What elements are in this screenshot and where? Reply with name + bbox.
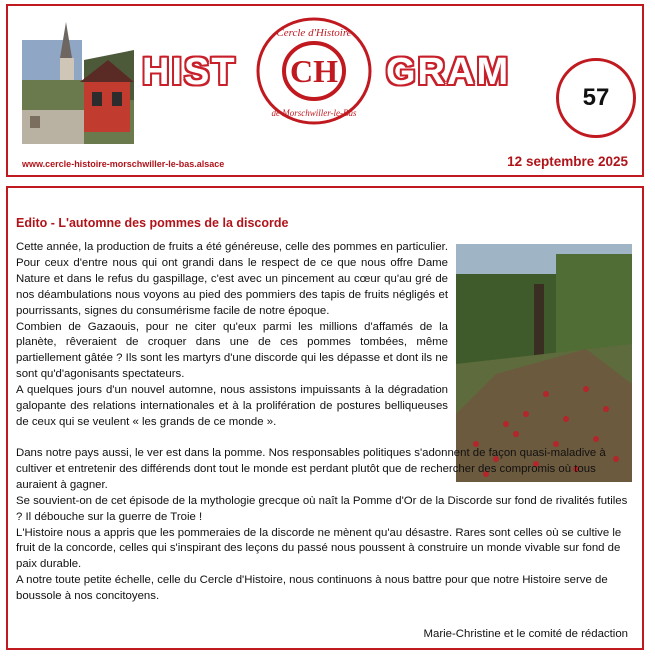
edito-paragraph: Cette année, la production de fruits a été généreuse, celle des pommes en particulier. Pour ceux d'entre nous qui ont grandi dans le respect de ce que nous offre Dame Nature et dans le refus du gaspillage, c'est avec un pincement au cœur qu'au gré de nos déambulations nous voyons au pied des pommiers des tapis de fruits négligés et pourrissants, signes du consumérisme facile de notre époque. [16,241,448,317]
header-box [6,4,644,177]
edito-box [6,186,644,650]
edito-text-top [16,240,448,431]
edito-paragraph: Dans notre pays aussi, le ver est dans la pomme. Nos responsables politiques s'adonnent de façon quasi-maladive à cultiver et entretenir des différends dont tout le monde est perdant plutôt que de rechercher des compromis où tous auraient à gagner. [16,447,606,491]
title-gram: GRAM [386,51,511,93]
edito-paragraph: Combien de Gazaouis, pour ne citer qu'eux parmi les millions d'affamés de la planète, rêveraient de croquer dans une de ces pommes tombées, même partiellement gâtée ? Ils sont les martyrs d'une discorde qui les dépasse et dont ils ne sont qu'd'agonisants spectateurs. [16,320,448,381]
village-church-photo [22,20,134,144]
edito-title: Edito - L'automne des pommes de la discorde [16,216,289,230]
edito-text-full [16,446,630,605]
edito-paragraph: A quelques jours d'un nouvel automne, nous assistons impuissants à la dégradation galopante des relations internationales et à la prolifération de postures belliqueuses de ceux qui se veulent « les grands de ce monde ». [16,384,448,428]
website-link[interactable]: www.cercle-histoire-morschwiller-le-bas.alsace [22,159,225,169]
cercle-histoire-logo [254,16,374,126]
title-hist: HIST [142,51,237,93]
logo-text-bottom: de Morschwiller-le-Bas [271,108,357,118]
issue-date: 12 septembre 2025 [507,154,628,169]
edito-paragraph: A notre toute petite échelle, celle du Cercle d'Histoire, nous continuons à nous battre pour que notre Histoire serve de boussole à nos concitoyens. [16,574,608,603]
logo-text-top: Cercle d'Histoire [276,27,352,39]
svg-text:CH: CH [290,53,338,89]
issue-number: 57 [582,84,610,111]
edito-signature: Marie-Christine et le comité de rédaction [423,628,628,640]
issue-number-badge [556,58,636,138]
edito-paragraph: L'Histoire nous a appris que les pommeraies de la discorde ne mènent qu'au désastre. Rares sont celles où se cultive le fruit de la concorde, celles qui s'inspirant des leçons du passé nous poussent à construire un monde vivable sur fond de paix durable. [16,526,622,571]
edito-paragraph: Se souvient-on de cet épisode de la mythologie grecque où naît la Pomme d'Or de la Discorde sur fond de rivalités futiles ? Il débouche sur la guerre de Troie ! [16,494,628,523]
